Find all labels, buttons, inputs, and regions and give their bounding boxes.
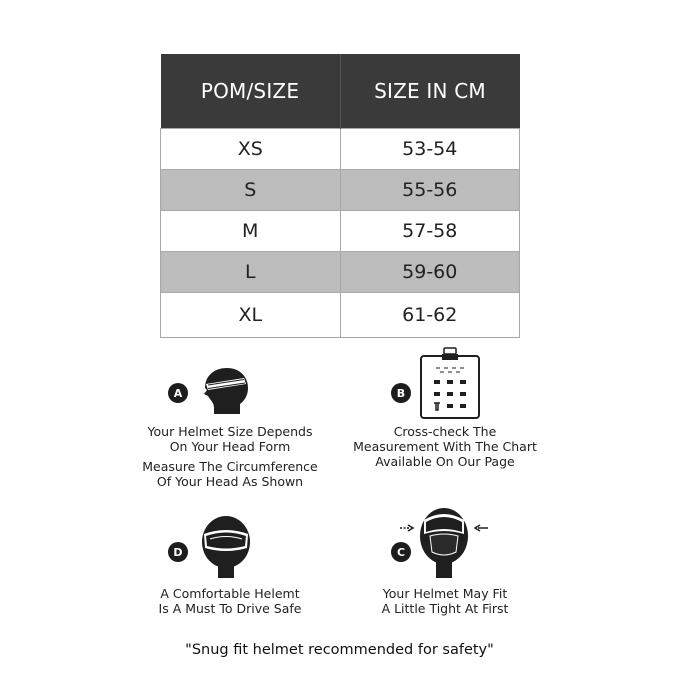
table-row <box>161 129 520 170</box>
cm-cell: 57-58 <box>340 211 520 252</box>
step-c-text: Your Helmet May Fit A Little Tight At First <box>381 586 509 616</box>
size-cell: L <box>161 252 341 293</box>
size-chart-table <box>160 54 520 338</box>
table-row <box>161 293 520 338</box>
table-row <box>161 211 520 252</box>
size-cell: XS <box>161 129 341 170</box>
step-b-badge: B <box>391 383 411 403</box>
cm-cell: 53-54 <box>340 129 520 170</box>
size-cell: XL <box>161 293 341 338</box>
step-a-text-2: Measure The Circumference Of Your Head As Shown <box>142 459 318 489</box>
step-d-text: A Comfortable Helemt Is A Must To Drive Safe <box>158 586 302 616</box>
table-row <box>161 252 520 293</box>
cm-cell: 59-60 <box>340 252 520 293</box>
cm-cell: 55-56 <box>340 170 520 211</box>
cm-cell: 61-62 <box>340 293 520 338</box>
step-a-text-1: Your Helmet Size Depends On Your Head Form <box>147 424 313 454</box>
table-row <box>161 170 520 211</box>
size-cell: S <box>161 170 341 211</box>
header-pom-size: POM/SIZE <box>161 54 341 129</box>
step-c-badge: C <box>391 542 411 562</box>
step-a-badge: A <box>168 383 188 403</box>
footer-safety-note: "Snug fit helmet recommended for safety" <box>185 642 494 658</box>
helmet-on-head-icon <box>198 514 254 580</box>
size-chart-header-row <box>161 54 520 129</box>
header-size-in-cm: SIZE IN CM <box>340 54 520 129</box>
size-chart-clipboard-icon <box>416 346 484 420</box>
tight-helmet-icon <box>398 506 490 580</box>
head-measure-icon <box>200 364 252 416</box>
size-cell: M <box>161 211 341 252</box>
step-b-text: Cross-check The Measurement With The Chart Available On Our Page <box>353 424 537 469</box>
step-d-badge: D <box>168 542 188 562</box>
